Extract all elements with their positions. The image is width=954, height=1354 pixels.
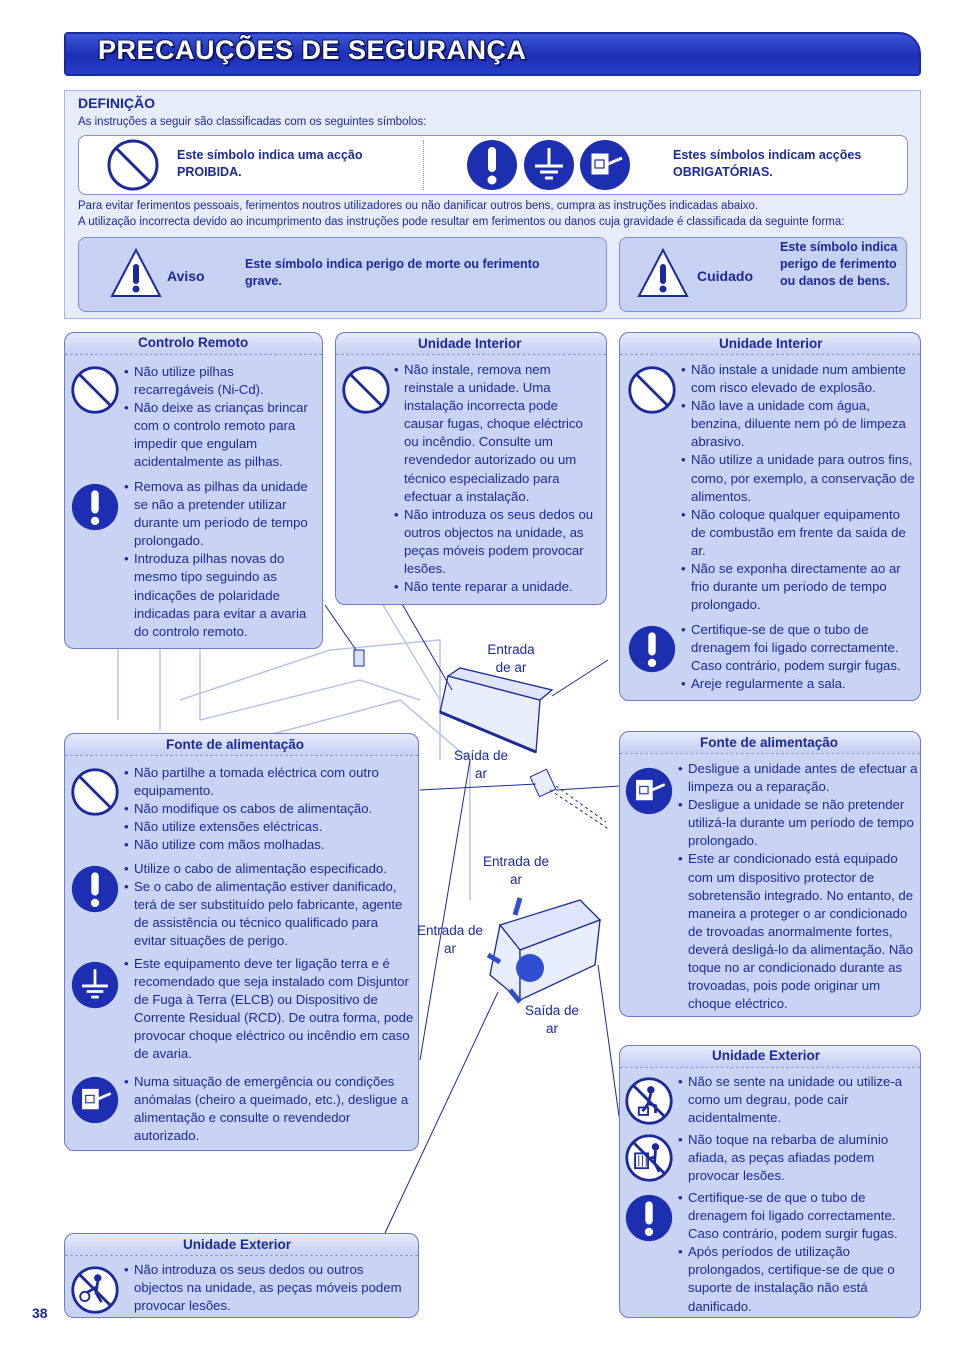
list-item: • Não utilize pilhas recarregáveis (Ni-Cd).: [124, 363, 316, 399]
legend-divider: [423, 140, 424, 190]
list-item: • Este equipamento deve ter ligação terra e é recomendado que seja instalado com Disjuntor de Fuga à Terra (ELCB) ou Dispositivo de Corrente Residual (RCD). De outra forma, pode provocar choque eléctrico ou incêndio em caso de avaria.: [124, 955, 414, 1064]
label-air-inlet-indoor: Entrada de ar: [487, 642, 535, 675]
list-item: • Areje regularmente a sala.: [681, 675, 917, 693]
list-item: • Certifique-se de que o tubo de drenagem foi ligado correctamente. Caso contrário, podem surgir fugas.: [681, 621, 917, 675]
prohibited-icon: [70, 767, 120, 817]
list-item: • Não partilhe a tomada eléctrica com outro equipamento.: [124, 764, 414, 800]
panel-indoor-center-title: Unidade Interior: [418, 336, 522, 351]
list-item: • Não tente reparar a unidade.: [394, 578, 600, 596]
unplug-icon: [624, 766, 674, 816]
list-item: • Utilize o cabo de alimentação especificado.: [124, 860, 414, 878]
caution-triangle-icon: [637, 247, 689, 299]
list-item: • Não toque na rebarba de alumínio afiada, as peças afiadas podem provocar lesões.: [678, 1131, 919, 1185]
panel-remote-title: Controlo Remoto: [138, 335, 249, 350]
list-item: • Se o cabo de alimentação estiver danificado, terá de ser substituído pelo fabricante, agente de assistência ou técnico qualificado para evitar situações de perigo.: [124, 878, 414, 950]
list-item: • Não utilize a unidade para outros fins, como, por exemplo, a conservação de alimentos.: [681, 451, 917, 505]
page-title: PRECAUÇÕES DE SEGURANÇA: [98, 35, 527, 65]
list-item: • Após períodos de utilização prolongados, certifique-se de que o suporte de instalação não está danificado.: [678, 1243, 919, 1315]
label-air-inlet-outdoor-top: Entrada de ar: [482, 854, 550, 887]
list-item: • Este ar condicionado está equipado com um dispositivo protector de sobretensão integrado. No entanto, de maneira a proteger o ar condicionado de trovoadas anormalmente fortes, deverá desligá-lo da alimentação. Não toque no ar condicionado durante as trovoadas, pois pode originar um choque eléctrico.: [678, 850, 919, 1013]
label-air-outlet-outdoor: Saída de ar: [524, 1003, 580, 1036]
list-item: • Introduza pilhas novas do mesmo tipo seguindo as indicações de polaridade indicadas para evitar a avaria do controlo remoto.: [124, 550, 316, 640]
outdoor-right-nosit-list: [678, 1073, 919, 1127]
list-item: • Não coloque qualquer equipamento de combustão em frente da saída de ar.: [681, 506, 917, 560]
no-sitting-icon: [624, 1076, 674, 1126]
outdoor-right-mandatory-list: [678, 1189, 919, 1316]
caution-description: Este símbolo indica perigo de ferimento ou danos de bens.: [780, 240, 898, 288]
unplug-icon: [70, 1075, 120, 1125]
list-item: • Certifique-se de que o tubo de drenagem foi ligado correctamente. Caso contrário, podem surgir fugas.: [678, 1189, 919, 1243]
definition-intro: As instruções a seguir são classificadas com os seguintes símbolos:: [78, 116, 427, 128]
exclamation-icon: [70, 864, 120, 914]
definition-note-2: A utilização incorrecta devido ao incumprimento das instruções pode resultar em ferimentos ou danos cuja gravidade é classificada da seguinte forma:: [78, 216, 845, 228]
warning-label: Aviso: [167, 268, 205, 284]
list-item: • Remova as pilhas da unidade se não a pretender utilizar durante um período de tempo prolongado.: [124, 478, 316, 550]
power-left-mandatory-list: [124, 860, 414, 950]
remote-prohibited-list: [124, 363, 316, 472]
indoor-center-prohibited-list: [394, 361, 600, 596]
indoor-right-mandatory-list: [681, 621, 917, 693]
list-item: • Não deixe as crianças brincar com o controlo remoto para impedir que engulam acidentalmente as pilhas.: [124, 399, 316, 471]
outdoor-left-list: [124, 1261, 414, 1315]
definition-heading: DEFINIÇÃO: [78, 95, 155, 111]
list-item: • Não utilize extensões eléctricas.: [124, 818, 414, 836]
mandatory-description: Estes símbolos indicam acções OBRIGATÓRIAS.: [673, 148, 862, 179]
no-fingers-icon: [70, 1265, 120, 1315]
power-right-unplug-list: [678, 760, 919, 1013]
remote-mandatory-list: [124, 478, 316, 641]
page-number: 38: [32, 1305, 48, 1321]
panel-outdoor-right-title: Unidade Exterior: [712, 1048, 821, 1063]
panel-power-left-title: Fonte de alimentação: [166, 737, 305, 752]
warning-triangle-icon: [110, 247, 162, 299]
label-air-outlet-indoor: Saída de ar: [453, 748, 509, 781]
exclamation-icon: [465, 138, 519, 192]
list-item: • Numa situação de emergência ou condições anómalas (cheiro a queimado, etc.), desligue a alimentação e consulte o revendedor autorizado.: [124, 1073, 414, 1145]
warning-description: Este símbolo indica perigo de morte ou ferimento grave.: [245, 257, 540, 288]
prohibited-icon: [627, 365, 677, 415]
power-left-prohibited-list: [124, 764, 414, 854]
prohibited-icon: [106, 138, 160, 192]
panel-indoor-right-title: Unidade Interior: [719, 336, 823, 351]
outdoor-right-notouch-list: [678, 1131, 919, 1185]
prohibited-icon: [70, 365, 120, 415]
list-item: • Desligue a unidade antes de efectuar a limpeza ou a reparação.: [678, 760, 919, 796]
power-left-ground-list: [124, 955, 414, 1064]
prohibited-description: Este símbolo indica uma acção PROIBIDA.: [177, 148, 363, 179]
ground-icon: [70, 960, 120, 1010]
definition-note-1: Para evitar ferimentos pessoais, ferimentos noutros utilizadores ou não danificar outros bens, cumpra as instruções indicadas abaixo.: [78, 200, 759, 212]
power-left-unplug-list: [124, 1073, 414, 1145]
indoor-right-prohibited-list: [681, 361, 917, 614]
list-item: • Não se exponha directamente ao ar frio durante um período de tempo prolongado.: [681, 560, 917, 614]
exclamation-icon: [70, 482, 120, 532]
exclamation-icon: [627, 624, 677, 674]
list-item: • Não introduza os seus dedos ou outros objectos na unidade, as peças móveis podem provocar lesões.: [394, 506, 600, 578]
ground-icon: [522, 138, 576, 192]
list-item: • Não instale, remova nem reinstale a unidade. Uma instalação incorrecta pode causar fugas, choque eléctrico ou incêndio. Consulte um revendedor autorizado ou um técnico especializado para efectuar a instalação.: [394, 361, 600, 506]
panel-power-right-title: Fonte de alimentação: [700, 735, 839, 750]
no-touch-fins-icon: [624, 1133, 674, 1183]
exclamation-icon: [624, 1193, 674, 1243]
list-item: • Desligue a unidade se não pretender utilizá-la durante um período de tempo prolongado.: [678, 796, 919, 850]
panel-outdoor-left-title: Unidade Exterior: [183, 1237, 292, 1252]
label-air-inlet-outdoor-side: Entrada de ar: [416, 923, 484, 956]
list-item: • Não lave a unidade com água, benzina, diluente nem pó de limpeza abrasivo.: [681, 397, 917, 451]
list-item: • Não introduza os seus dedos ou outros objectos na unidade, as peças móveis podem provocar lesões.: [124, 1261, 414, 1315]
indoor-unit: [440, 668, 552, 752]
prohibited-icon: [341, 365, 391, 415]
caution-label: Cuidado: [697, 268, 753, 284]
outdoor-unit: [490, 900, 600, 1000]
list-item: • Não instale a unidade num ambiente com risco elevado de explosão.: [681, 361, 917, 397]
list-item: • Não modifique os cabos de alimentação.: [124, 800, 414, 818]
list-item: • Não se sente na unidade ou utilize-a como um degrau, pode cair acidentalmente.: [678, 1073, 919, 1127]
list-item: • Não utilize com mãos molhadas.: [124, 836, 414, 854]
unplug-icon: [578, 138, 632, 192]
